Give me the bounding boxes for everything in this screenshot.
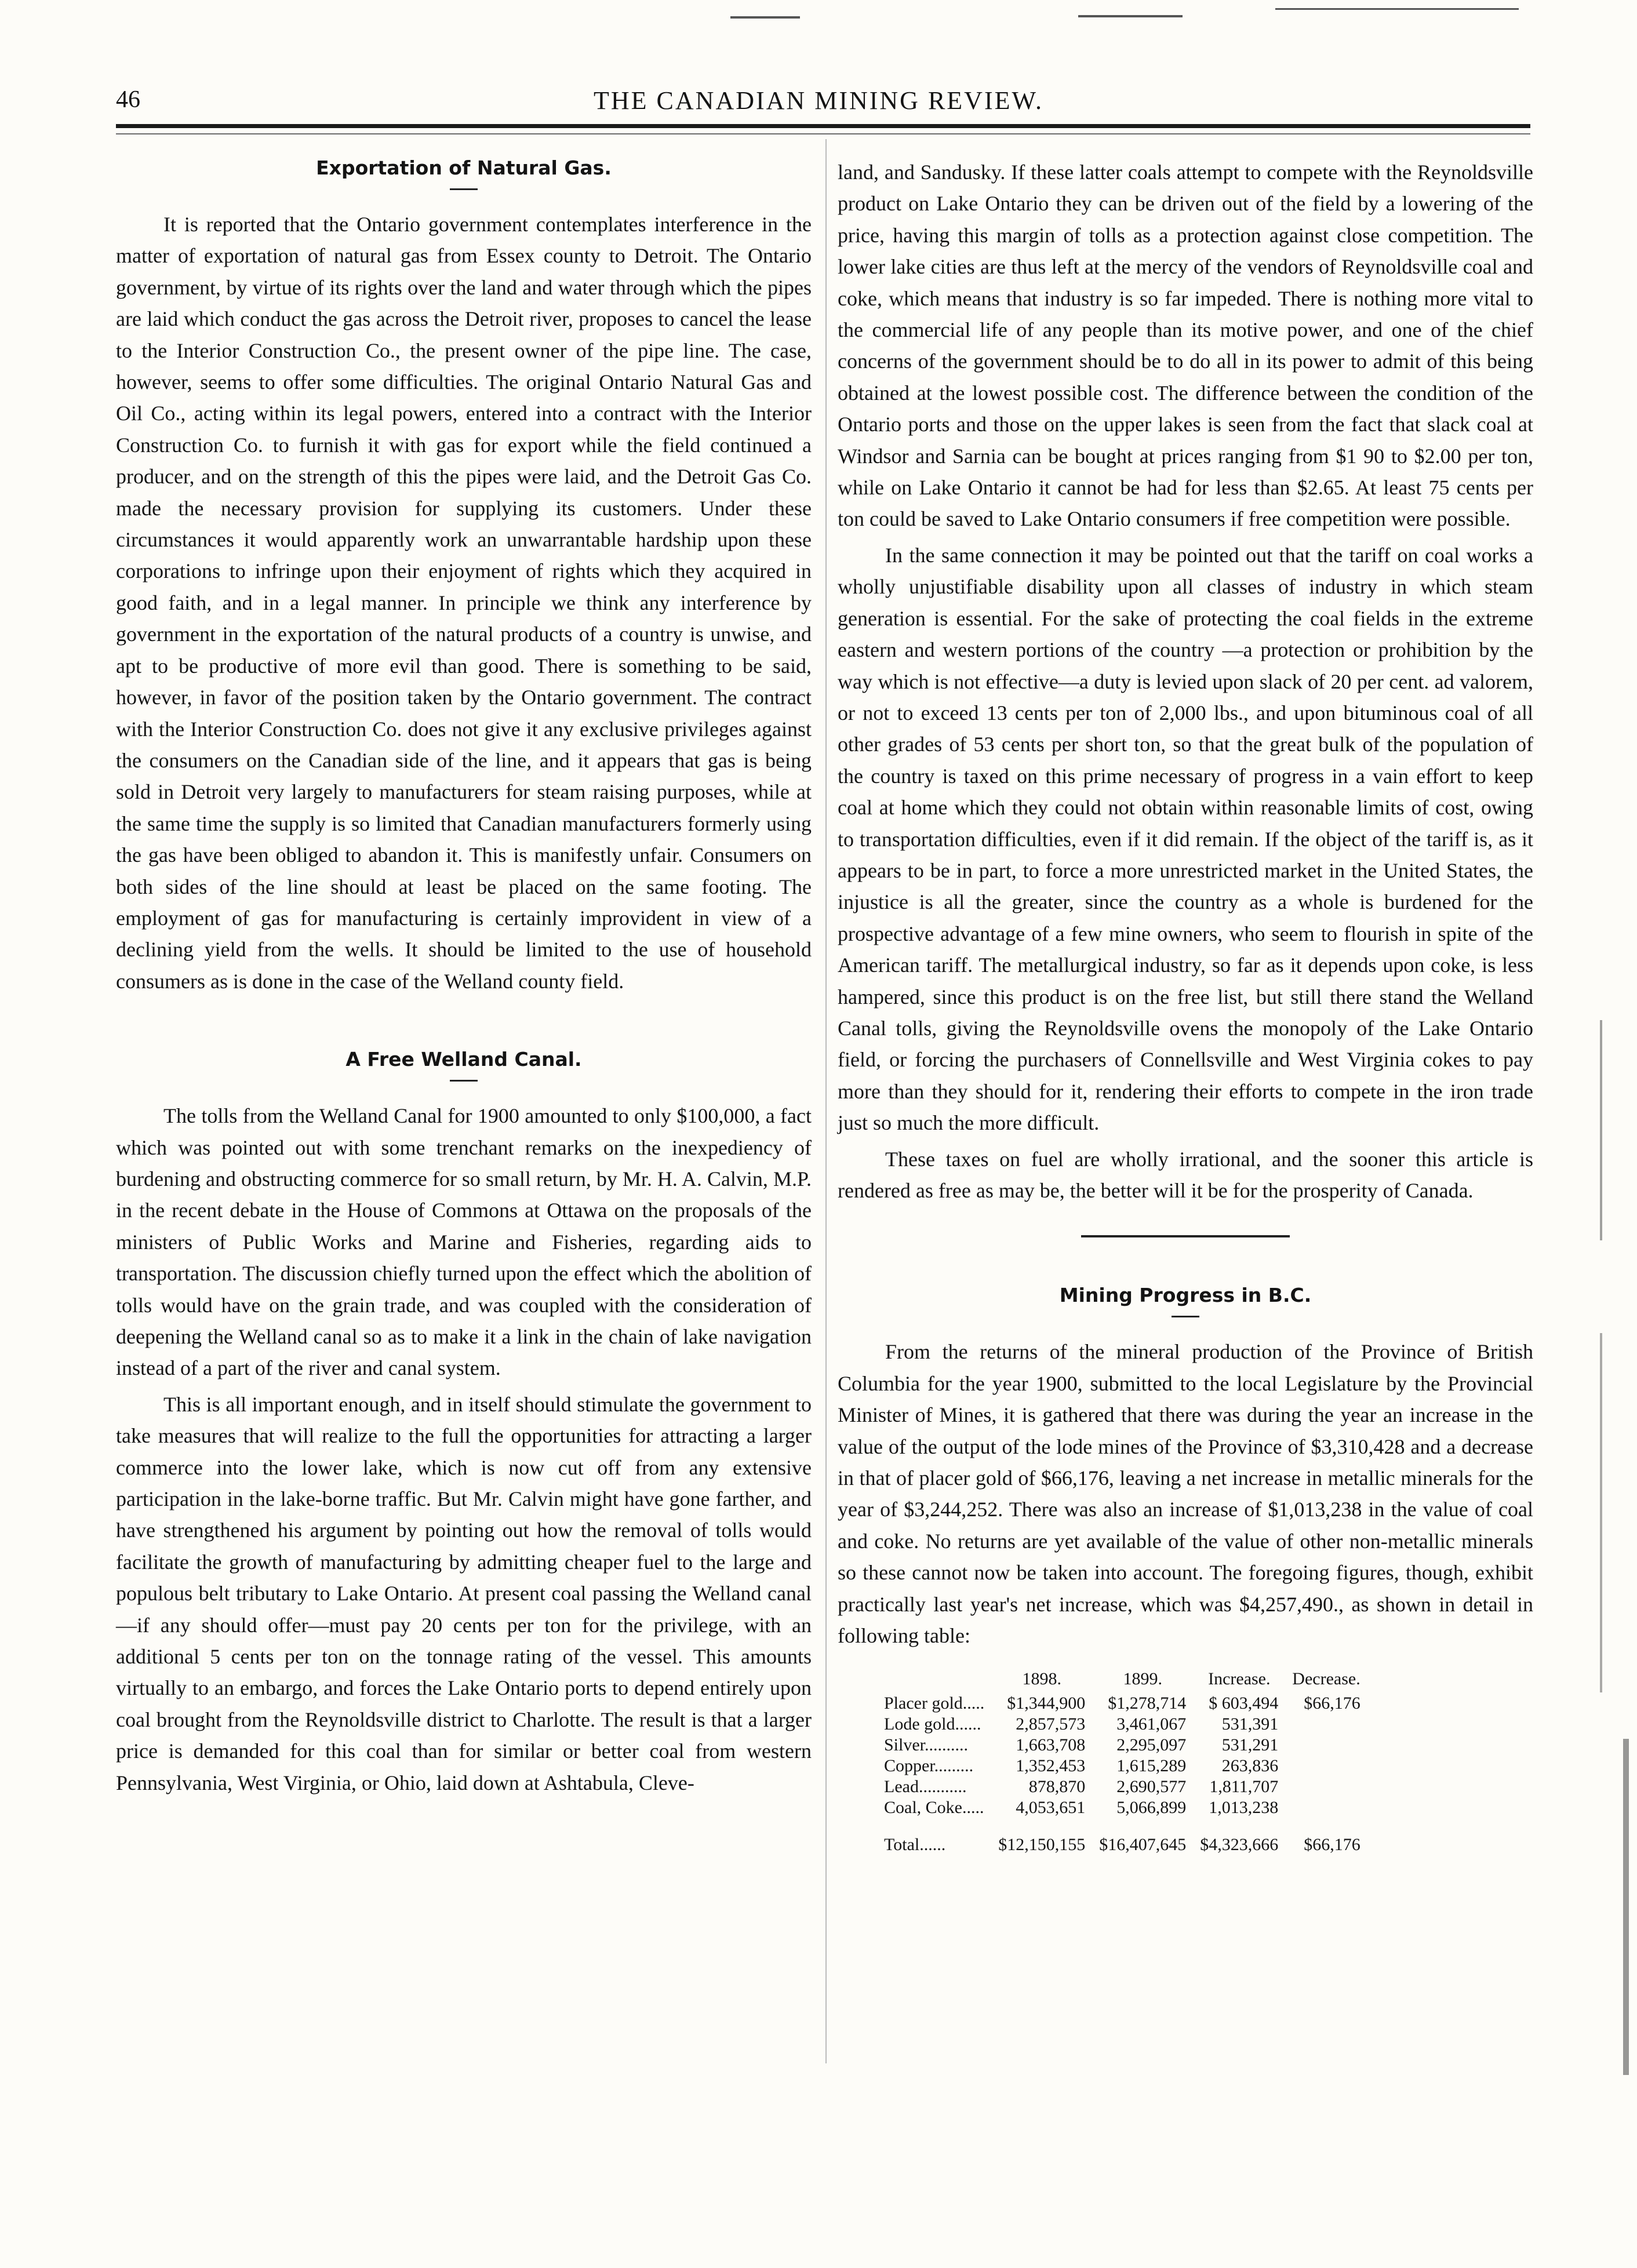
- article-title-welland: A Free Welland Canal.: [345, 1048, 582, 1071]
- table-cell: $4,323,666: [1200, 1835, 1279, 1855]
- table-cell: 878,870: [1028, 1777, 1086, 1797]
- article-title-bc: Mining Progress in B.C.: [1059, 1284, 1312, 1307]
- table-cell: Copper.........: [884, 1756, 974, 1776]
- table-cell: [1292, 1714, 1374, 1735]
- scan-edge-mark: [1600, 1020, 1602, 1240]
- table-cell: 1,352,453: [1016, 1756, 1086, 1776]
- article-title-natural-gas: Exportation of Natural Gas.: [316, 156, 612, 179]
- page-header: [0, 0, 1637, 156]
- article-paragraph: In the same connection it may be pointed out that the tariff on coal works a wholly unjustifiable disability upon all classes of industry in which steam generation is essential. For the sake of protecting the coal fields in the extreme eastern and western portions of the country —a protection or prohibition by the way which is not effective—a duty is levied upon slack of 20 per cent. ad valorem, or not to exceed 13 cents per ton of 2,000 lbs., and upon bituminous coal of all other grades of 53 cents per short ton, so that the great bulk of the population of the country is taxed on this prime necessary of progress in a vain effort to keep coal at home which they could not obtain within reasonable limits of cost, owing to transportation difficulties, even if it did remain. If the object of the tariff is, as it appears to be in part, to force a more unrestricted market in the United States, the injustice is all the greater, since the country as a whole is burdened for the prospective advantage of a few mine owners, who seem to flourish in spite of the American tariff. The metallurgical industry, so far as it depends upon coke, is less hampered, since this product is on the free list, but still there stand the Welland Canal tolls, giving the Reynoldsville ovens the monopoly of the Lake Ontario field, or forcing the purchasers of Connellsville and West Virginia cokes to pay more than they should for it, rendering their efforts to compete in the iron trade just so much the more difficult.: [838, 543, 1533, 1135]
- table-cell: Total......: [884, 1835, 946, 1855]
- table-cell: Lead...........: [884, 1777, 967, 1797]
- table-row: [884, 1693, 1374, 1714]
- scan-artifact: [1275, 8, 1519, 10]
- table-cell: 3,461,067: [1116, 1714, 1187, 1734]
- table-cell: [1292, 1756, 1374, 1776]
- table-cell: 1,013,238: [1209, 1798, 1279, 1818]
- title-dash: [450, 1080, 478, 1082]
- table-header-cell: Increase.: [1208, 1669, 1271, 1689]
- table-row: [884, 1735, 1374, 1756]
- table-row: [884, 1797, 1374, 1818]
- article-paragraph: From the returns of the mineral production of the Province of British Columbia for the year 1900, submitted to the local Legislature by the Provincial Minister of Mines, it is gathered that there was during the year an increase in the value of the output of the lode mines of the Province of $3,310,428 and a decrease in that of placer gold of $66,176, leaving a net increase in metallic minerals for the year of $3,244,252. There was also an increase of $1,013,238 in the value of coal and coke. No returns are yet available of the value of other non-metallic minerals so these cannot now be taken into account. The foregoing figures, though, exhibit practically last year's net increase, which was $4,257,490., as shown in detail in following table:: [838, 1340, 1533, 1648]
- table-cell: 1,811,707: [1209, 1777, 1279, 1797]
- table-cell: Lode gold......: [884, 1714, 981, 1734]
- table-row: [884, 1756, 1374, 1776]
- header-rule-thin: [116, 133, 1530, 134]
- table-cell: Placer gold.....: [884, 1694, 985, 1713]
- table-cell: 2,857,573: [1016, 1714, 1086, 1734]
- article-paragraph: These taxes on fuel are wholly irrational, and the sooner this article is rendered as free as may be, the better will it be for the prosperity of Canada.: [838, 1147, 1533, 1202]
- running-head: THE CANADIAN MINING REVIEW.: [594, 86, 1043, 115]
- table-header-cell: Decrease.: [1292, 1669, 1360, 1689]
- scan-artifact: [1078, 15, 1183, 17]
- table-cell: Silver..........: [884, 1735, 969, 1755]
- table-header-row: [884, 1669, 1374, 1693]
- table-cell: $12,150,155: [998, 1835, 1086, 1855]
- left-column: [116, 156, 812, 1803]
- scan-edge-mark: [1600, 1333, 1602, 1692]
- article-paragraph: It is reported that the Ontario government contemplates interference in the matter of exportation of natural gas from Essex county to Detroit. The Ontario government, by virtue of its rights over the land and water through which the pipes are laid which conduct the gas across the Detroit river, proposes to cancel the lease to the Interior Construction Co., the present owner of the pipe line. The case, however, seems to offer some difficulties. The original Ontario Natural Gas and Oil Co., acting within its legal powers, entered into a contract with the Interior Construction Co. to furnish it with gas for export while the field continued a producer, and on the strength of this the pipes were laid, and the Detroit Gas Co. made the necessary provision for supplying its customers. Under these circumstances it would apparently work an unwarrantable hardship upon these corporations to infringe upon their enjoyment of rights which they acquired in good faith, and in a legal manner. In principle we think any interference by government in the exportation of the natural products of a country is unwise, and apt to be productive of more evil than good. There is something to be said, however, in favor of the position taken by the Ontario government. The contract with the Interior Construction Co. does not give it any exclusive privileges against the consumers on the Canadian side of the line, and it appears that gas is being sold in Detroit very largely to manufacturers for steam raising purposes, while at the same time the supply is so limited that Canadian manufacturers formerly using the gas have been obliged to abandon it. This is manifestly unfair. Consumers on both sides of the line should at least be placed on the same footing. The employment of gas for manufacturing is certainly improvident in view of a declining yield from the wells. It should be limited to the use of household consumers as is done in the case of the Welland county field.: [116, 213, 812, 993]
- article-paragraph-continued: land, and Sandusky. If these latter coals attempt to compete with the Reynoldsville product on Lake Ontario they can be driven out of the field by a lowering of the price, having this margin of tolls as a protection against close competition. The lower lake cities are thus left at the mercy of the vendors of Reynoldsville coal and coke, which means that industry is so far impeded. There is nothing more vital to the commercial life of any people than its motive power, and one of the chief concerns of the government should be to do all in its power to admit of this being obtained at the lowest possible cost. The difference between the condition of the Ontario ports and those on the upper lakes is seen from the fact that slack coal at Windsor and Sarnia can be bought at prices ranging from $1 90 to $2.00 per ton, while on Lake Ontario it cannot be had for less than $2.65. At least 75 cents per ton could be saved to Lake Ontario consumers if free competition were possible.: [838, 161, 1533, 531]
- table-header-cell: 1899.: [1123, 1669, 1163, 1689]
- table-header-cell: [884, 1669, 998, 1693]
- table-cell: $16,407,645: [1099, 1835, 1187, 1855]
- title-dash: [450, 188, 478, 190]
- table-row: [884, 1714, 1374, 1735]
- table-cell: 1,663,708: [1016, 1735, 1086, 1755]
- table-cell: 531,291: [1221, 1735, 1279, 1755]
- table-cell: [1292, 1735, 1374, 1756]
- article-paragraph: The tolls from the Welland Canal for 1900 amounted to only $100,000, a fact which was pointed out with some trenchant remarks on the inexpediency of burdening and obstructing commerce for so small return, by Mr. H. A. Calvin, M.P. in the recent debate in the House of Commons at Ottawa on the proposals of the ministers of Public Works and Marine and Fisheries, regarding aids to transportation. The discussion chiefly turned upon the effect which the abolition of tolls would have on the grain trade, and was coupled with the consideration of deepening the Welland canal so as to make it a link in the chain of lake navigation instead of a part of the river and canal system.: [116, 1104, 812, 1380]
- table-cell: 5,066,899: [1116, 1798, 1187, 1818]
- column-divider: [825, 139, 827, 2063]
- table-cell: 531,391: [1221, 1714, 1279, 1734]
- scan-artifact: [730, 16, 800, 19]
- table-cell: $66,176: [1304, 1835, 1360, 1855]
- table-cell: 263,836: [1221, 1756, 1279, 1776]
- table-header-cell: 1898.: [1022, 1669, 1062, 1689]
- article-paragraph: This is all important enough, and in itself should stimulate the government to take measures that will realize to the full the opportunities for attracting a larger commerce into the lower lake, which is now cut off from any extensive participation in the lake-borne traffic. But Mr. Calvin might have gone farther, and have strengthened his argument by pointing out how the removal of tolls would facilitate the growth of manufacturing by admitting cheaper fuel to the large and populous belt tributary to Lake Ontario. At present coal passing the Welland canal—if any should offer—must pay 20 cents per ton for the privilege, with an additional 5 cents per ton on the tonnage rating of the vessel. This amounts virtually to an embargo, and forces the Lake Ontario ports to depend entirely upon coal brought from the Reynoldsville district to Charlotte. The result is that a larger price is demanded for this coal than for similar or better coal from western Pennsylvania, West Virginia, or Ohio, laid down at Ashtabula, Cleve-: [116, 1392, 812, 1794]
- mineral-production-table: [884, 1669, 1374, 1855]
- section-gap: [116, 1002, 812, 1048]
- scan-edge-mark: [1623, 1739, 1629, 2075]
- header-rule-thick: [116, 124, 1530, 128]
- table-total-row: [884, 1818, 1374, 1855]
- table-cell: $1,278,714: [1108, 1694, 1187, 1713]
- table-cell: 2,690,577: [1116, 1777, 1187, 1797]
- table-cell: 1,615,289: [1116, 1756, 1187, 1776]
- table-cell: $ 603,494: [1209, 1694, 1279, 1713]
- section-separator-rule: [1081, 1235, 1290, 1237]
- table-row: [884, 1776, 1374, 1797]
- table-cell: $1,344,900: [1007, 1694, 1086, 1713]
- title-dash: [1172, 1316, 1199, 1317]
- table-cell: [1292, 1797, 1374, 1818]
- right-column: [838, 156, 1533, 1855]
- table-cell: [1292, 1776, 1374, 1797]
- page-number: 46: [116, 86, 140, 113]
- table-cell: 2,295,097: [1116, 1735, 1187, 1755]
- table-cell: $66,176: [1304, 1694, 1360, 1713]
- table-cell: 4,053,651: [1016, 1798, 1086, 1818]
- table-cell: Coal, Coke.....: [884, 1798, 984, 1818]
